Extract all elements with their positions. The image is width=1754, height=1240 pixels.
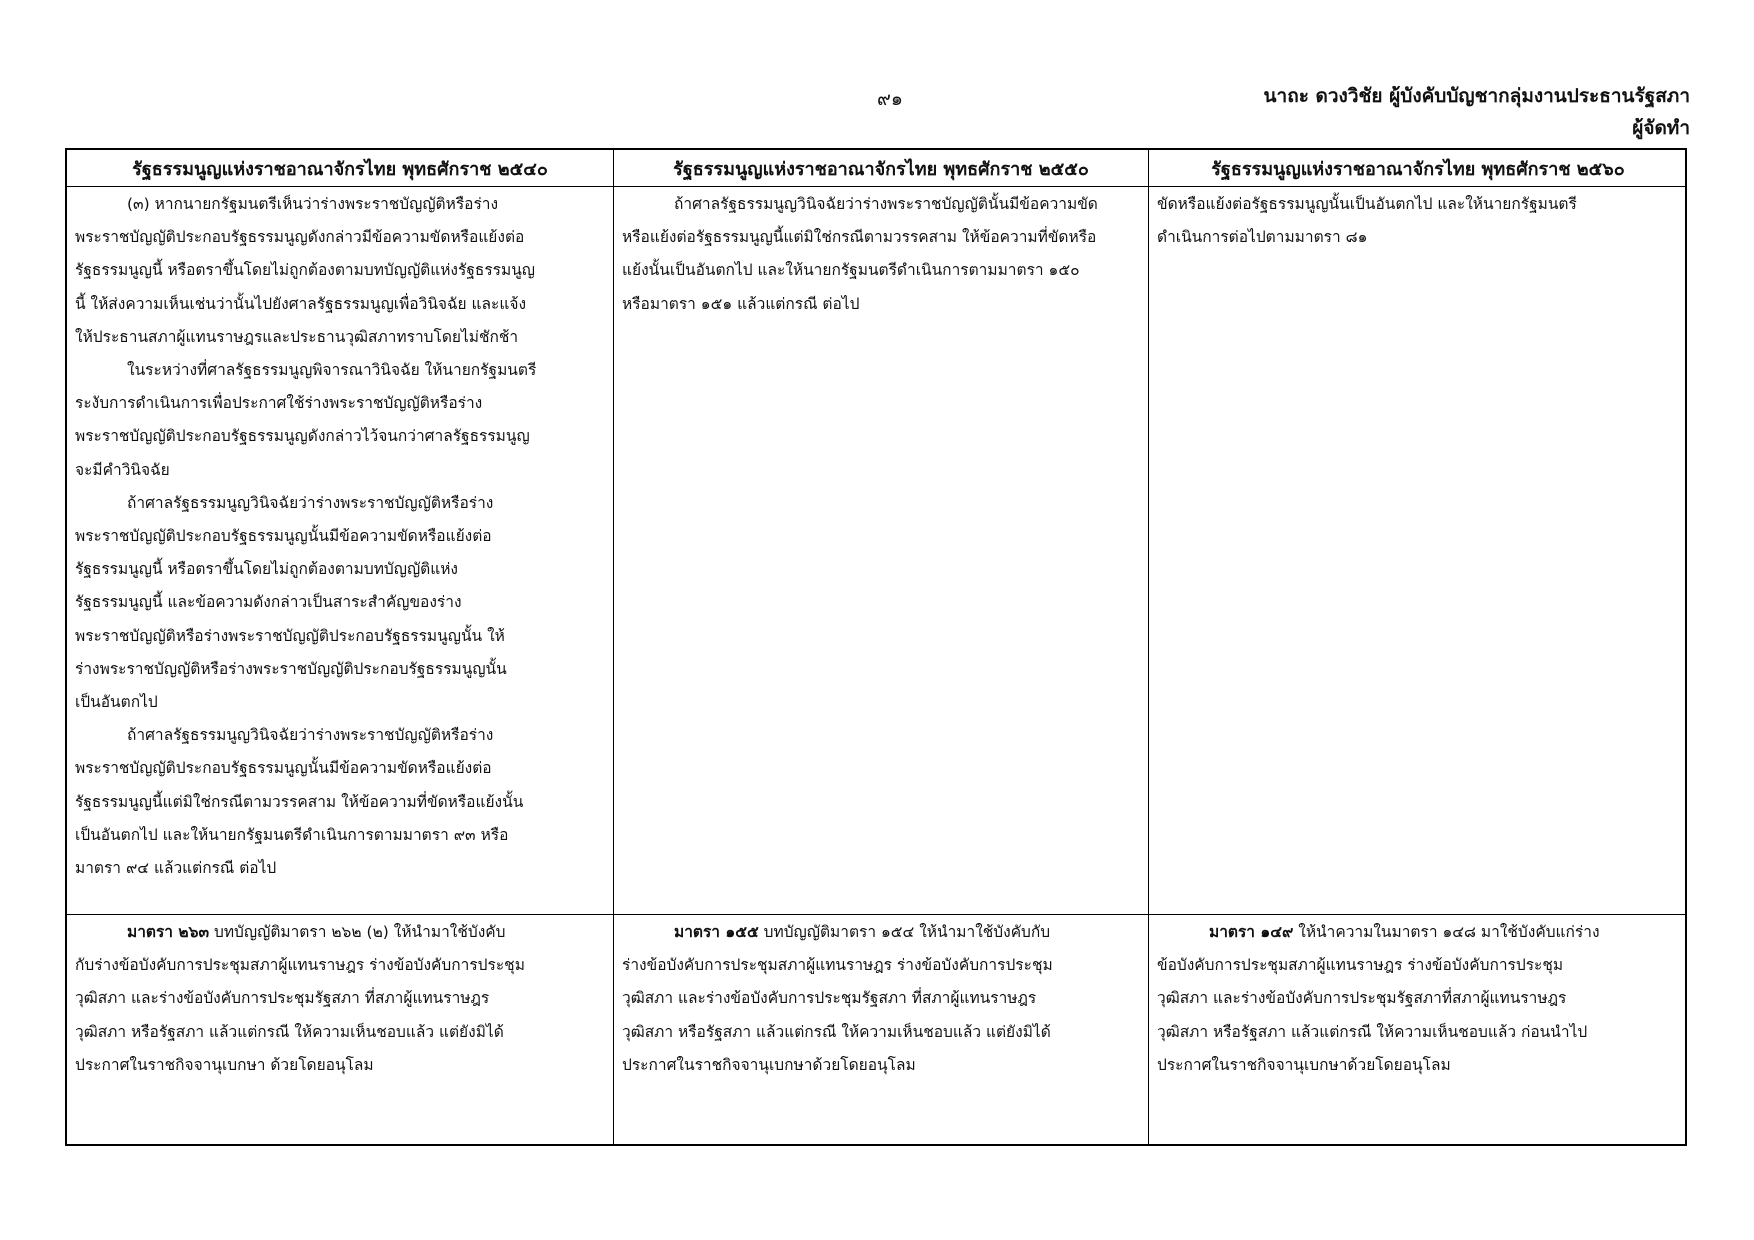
header-divider	[67, 186, 1685, 187]
page-number: ๙๑	[877, 88, 903, 110]
text-line: เป็นอันตกไป	[75, 693, 158, 712]
text-line: (๓) หากนายกรัฐมนตรีเห็นว่าร่างพระราชบัญญัติหรือร่าง	[127, 195, 499, 213]
text-line: พระราชบัญญัติหรือร่างพระราชบัญญัติประกอบรัฐธรรมนูญนั้น ให้	[75, 626, 505, 645]
text-line: ถ้าศาลรัฐธรรมนูญวินิจฉัยว่าร่างพระราชบัญญัติหรือร่าง	[127, 493, 494, 512]
text-line: ประกาศในราชกิจจานุเบกษา ด้วยโดยอนุโลม	[75, 1055, 374, 1074]
text-line: พระราชบัญญัติประกอบรัฐธรรมนูญนั้นมีข้อความขัดหรือแย้งต่อ	[75, 759, 492, 778]
text-line: ดำเนินการต่อไปตามมาตรา ๘๑	[1157, 228, 1368, 247]
text-line: ถ้าศาลรัฐธรรมนูญวินิจฉัยว่าร่างพระราชบัญญัติหรือร่าง	[127, 726, 494, 745]
text-line	[75, 916, 605, 949]
row1-cell-2550	[614, 188, 1148, 321]
text-line: ข้อบังคับการประชุมสภาผู้แทนราษฎร ร่างข้อบังคับการประชุม	[1157, 956, 1564, 975]
text-span: บทบัญญัติมาตรา ๒๖๒ (๒) ให้นำมาใช้บังคับ	[209, 923, 506, 941]
row2-cell-2540	[67, 916, 613, 1082]
section-label: มาตรา ๑๔๙	[1209, 923, 1294, 941]
text-line	[622, 916, 1140, 949]
author-role-line: ผู้จัดทำ	[1632, 117, 1690, 139]
row1-cell-2540	[67, 188, 613, 885]
text-line: รัฐธรรมนูญนี้ และข้อความดังกล่าวเป็นสาระสำคัญของร่าง	[75, 593, 462, 612]
text-line: ประกาศในราชกิจจานุเบกษาด้วยโดยอนุโลม	[1157, 1055, 1451, 1074]
text-line: ถ้าศาลรัฐธรรมนูญวินิจฉัยว่าร่างพระราชบัญญัตินั้นมีข้อความขัด	[674, 195, 1098, 213]
text-line: วุฒิสภา หรือรัฐสภา แล้วแต่กรณี ให้ความเห็นชอบแล้ว ก่อนนำไป	[1157, 1022, 1588, 1041]
text-line	[1157, 916, 1679, 949]
text-line: แย้งนั้นเป็นอันตกไป และให้นายกรัฐมนตรีดำเนินการตามมาตรา ๑๕๐	[622, 261, 1080, 280]
text-line: วุฒิสภา หรือรัฐสภา แล้วแต่กรณี ให้ความเห็นชอบแล้ว แต่ยังมิได้	[75, 1022, 504, 1041]
text-line: วุฒิสภา และร่างข้อบังคับการประชุมรัฐสภา ที่สภาผู้แทนราษฎร	[75, 989, 490, 1008]
text-line: รัฐธรรมนูญนี้ หรือตราขึ้นโดยไม่ถูกต้องตามบทบัญญัติแห่งรัฐธรรมนูญ	[75, 261, 536, 280]
column-header-2540: รัฐธรรมนูญแห่งราชอาณาจักรไทย พุทธศักราช ๒๕๔๐	[132, 158, 548, 180]
row1-cell-2560	[1149, 188, 1687, 254]
text-line: ในระหว่างที่ศาลรัฐธรรมนูญพิจารณาวินิจฉัย ให้นายกรัฐมนตรี	[127, 361, 537, 380]
text-line: ให้ประธานสภาผู้แทนราษฎรและประธานวุฒิสภาทราบโดยไม่ชักช้า	[75, 327, 519, 346]
author-credit	[1264, 80, 1690, 144]
text-line: จะมีคำวินิจฉัย	[75, 460, 170, 479]
text-span: บทบัญญัติมาตรา ๑๕๔ ให้นำมาใช้บังคับกับ	[758, 923, 1051, 941]
text-line: มาตรา ๙๔ แล้วแต่กรณี ต่อไป	[75, 859, 277, 878]
text-line: หรือมาตรา ๑๕๑ แล้วแต่กรณี ต่อไป	[622, 294, 860, 313]
text-line: เป็นอันตกไป และให้นายกรัฐมนตรีดำเนินการตามมาตรา ๙๓ หรือ	[75, 825, 509, 844]
text-line: วุฒิสภา หรือรัฐสภา แล้วแต่กรณี ให้ความเห็นชอบแล้ว แต่ยังมิได้	[622, 1022, 1051, 1041]
text-line: นี้ ให้ส่งความเห็นเช่นว่านั้นไปยังศาลรัฐธรรมนูญเพื่อวินิจฉัย และแจ้ง	[75, 294, 527, 313]
text-line: รัฐธรรมนูญนี้แต่มิใช่กรณีตามวรรคสาม ให้ข้อความที่ขัดหรือแย้งนั้น	[75, 792, 524, 811]
text-line: พระราชบัญญัติประกอบรัฐธรรมนูญนั้นมีข้อความขัดหรือแย้งต่อ	[75, 527, 492, 546]
text-line: รัฐธรรมนูญนี้ หรือตราขึ้นโดยไม่ถูกต้องตามบทบัญญัติแห่ง	[75, 560, 459, 579]
section-label: มาตรา ๒๖๓	[127, 923, 210, 941]
column-header-2550: รัฐธรรมนูญแห่งราชอาณาจักรไทย พุทธศักราช ๒๕๕๐	[673, 158, 1089, 180]
row2-cell-2550	[614, 916, 1148, 1082]
text-span: ให้นำความในมาตรา ๑๔๘ มาใช้บังคับแก่ร่าง	[1293, 923, 1600, 941]
text-line: พระราชบัญญัติประกอบรัฐธรรมนูญดังกล่าวมีข้อความขัดหรือแย้งต่อ	[75, 228, 525, 247]
text-line: ขัดหรือแย้งต่อรัฐธรรมนูญนั้นเป็นอันตกไป และให้นายกรัฐมนตรี	[1157, 195, 1577, 213]
text-line: พระราชบัญญัติประกอบรัฐธรรมนูญดังกล่าวไว้จนกว่าศาลรัฐธรรมนูญ	[75, 427, 530, 446]
text-line: กับร่างข้อบังคับการประชุมสภาผู้แทนราษฎร ร่างข้อบังคับการประชุม	[75, 956, 525, 975]
author-name-line: นาถะ ดวงวิชัย ผู้บังคับบัญชากลุ่มงานประธานรัฐสภา	[1263, 85, 1690, 107]
text-line: ระงับการดำเนินการเพื่อประกาศใช้ร่างพระราชบัญญัติหรือร่าง	[75, 394, 483, 413]
text-line: ร่างข้อบังคับการประชุมสภาผู้แทนราษฎร ร่างข้อบังคับการประชุม	[622, 956, 1053, 975]
text-line: วุฒิสภา และร่างข้อบังคับการประชุมรัฐสภา ที่สภาผู้แทนราษฎร	[622, 989, 1037, 1008]
text-line: ประกาศในราชกิจจานุเบกษาด้วยโดยอนุโลม	[622, 1055, 916, 1074]
comparison-table	[65, 148, 1687, 1146]
column-header-2560: รัฐธรรมนูญแห่งราชอาณาจักรไทย พุทธศักราช ๒๕๖๐	[1211, 158, 1625, 180]
text-line: ร่างพระราชบัญญัติหรือร่างพระราชบัญญัติประกอบรัฐธรรมนูญนั้น	[75, 659, 507, 678]
text-line: หรือแย้งต่อรัฐธรรมนูญนี้แต่มิใช่กรณีตามวรรคสาม ให้ข้อความที่ขัดหรือ	[622, 228, 1097, 247]
row2-cell-2560	[1149, 916, 1687, 1082]
text-line: วุฒิสภา และร่างข้อบังคับการประชุมรัฐสภาที่สภาผู้แทนราษฎร	[1157, 989, 1567, 1008]
section-label: มาตรา ๑๕๕	[674, 923, 759, 941]
row-divider	[67, 914, 1685, 915]
